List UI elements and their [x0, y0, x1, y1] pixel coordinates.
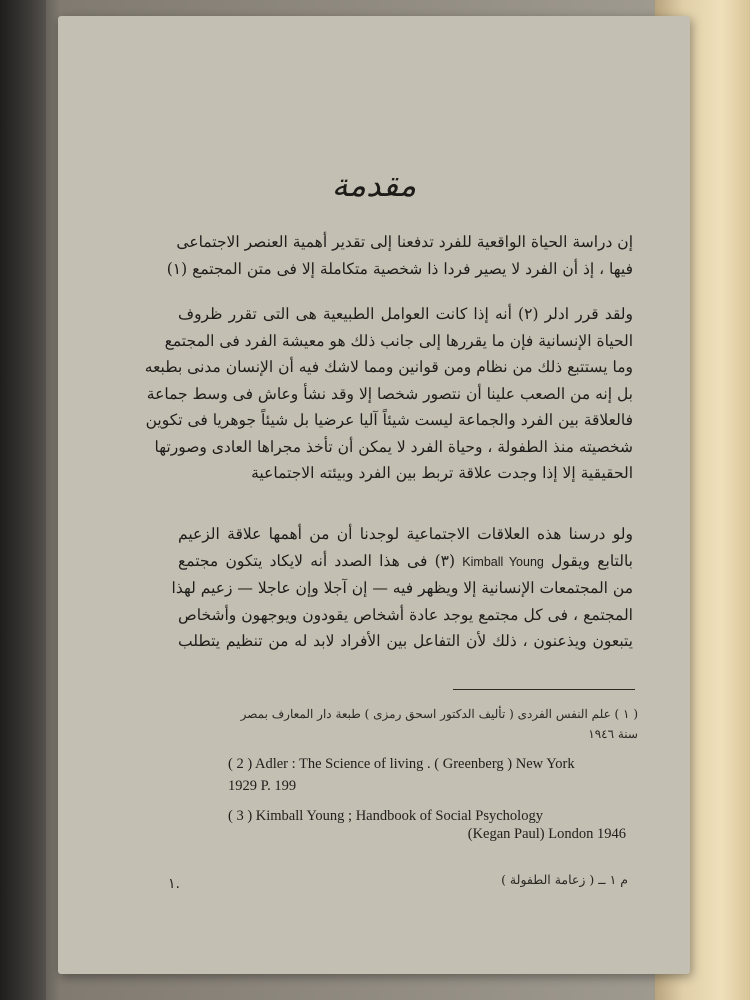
- footnote-3-continuation: (Kegan Paul) London 1946: [467, 826, 626, 842]
- page-title: مقدمة: [331, 166, 417, 204]
- paragraph-3-line: المجتمع ، فى كل مجتمع يوجد عادة أشخاص يقودون ويوجهون وأشخاص: [178, 605, 633, 624]
- footnote-2: ( 2 ) Adler : The Science of living . ( Greenberg ) New York: [228, 756, 575, 772]
- paragraph-3-line: ولو درسنا هذه العلاقات الاجتماعية لوجدنا أن من أهمها علاقة الزعيم: [178, 525, 633, 543]
- paragraph-2-line: ولقد قرر ادلر (٢) أنه إذا كانت العوامل الطبيعية هى التى تقرر ظروف: [178, 305, 633, 323]
- paragraph-2-line: فالعلاقة بين الفرد والجماعة ليست شيئاً آليا عرضيا بل شيئاً جوهريا فى تكوين: [145, 411, 633, 429]
- paragraph-1-line: فيها ، إذ أن الفرد لا يصير فردا ذا شخصية متكاملة إلا فى متن المجتمع (١): [166, 259, 633, 278]
- paragraph-3-text: بالتابع ويقول: [551, 551, 633, 570]
- paragraph-3: [171, 521, 633, 655]
- page-number: ١.: [168, 876, 180, 892]
- footnote-1: ( ١ ) علم النفس الفردى ( تأليف الدكتور اسحق رمزى ) طبعة دار المعارف بمصر: [240, 707, 638, 721]
- book-page: [58, 16, 690, 974]
- paragraph-3-line: [178, 548, 633, 576]
- paragraph-2-line: الحياة الإنسانية فإن ما يقررها إلى جانب ذلك هو معيشة الفرد فى المجتمع: [164, 331, 633, 350]
- paragraph-2: [144, 301, 633, 487]
- footnote-3: ( 3 ) Kimball Young ; Handbook of Social Psychology: [228, 808, 543, 824]
- paragraph-1-line: إن دراسة الحياة الواقعية للفرد تدفعنا إلى تقدير أهمية العنصر الاجتماعى: [176, 233, 633, 251]
- paragraph-2-line: بل إنه من الصعب علينا أن نتصور شخصا إلا وقد نشأ وعاش فى وسط جماعة: [146, 384, 633, 403]
- book-binding: [0, 0, 46, 1000]
- paragraph-1: [166, 229, 633, 282]
- paragraph-2-line: شخصيته منذ الطفولة ، وحياة الفرد لا يمكن أن تأخذ مجراها العادى وصورتها: [154, 437, 633, 456]
- paragraph-3-line: من المجتمعات الإنسانية إلا ويظهر فيه — إن آجلا وإن عاجلا — زعيم لهذا: [171, 579, 633, 597]
- author-name-latin: Kimball Young: [462, 554, 544, 569]
- paragraph-3-text: (٣) فى هذا الصدد أنه لايكاد يتكون مجتمع: [178, 551, 456, 570]
- footnote-2-continuation: 1929 P. 199: [228, 778, 297, 794]
- footnote-1-continuation: سنة ١٩٤٦: [588, 727, 638, 741]
- paragraph-2-line: وما يستتبع ذلك من نظام ومن قوانين ومما لاشك فيه أن الإنسان مدنى بطبعه: [144, 358, 633, 376]
- paragraph-2-line: الحقيقية إلا إذا وجدت علاقة تربط بين الفرد وبيئته الاجتماعية: [251, 464, 633, 482]
- footnote-divider: [453, 689, 635, 690]
- signature-mark: م ١ ــ ( زعامة الطفولة ): [501, 872, 628, 887]
- paragraph-3-line: يتبعون ويذعنون ، ذلك لأن التفاعل بين الأفراد لابد له من تنظيم يتطلب: [178, 632, 633, 650]
